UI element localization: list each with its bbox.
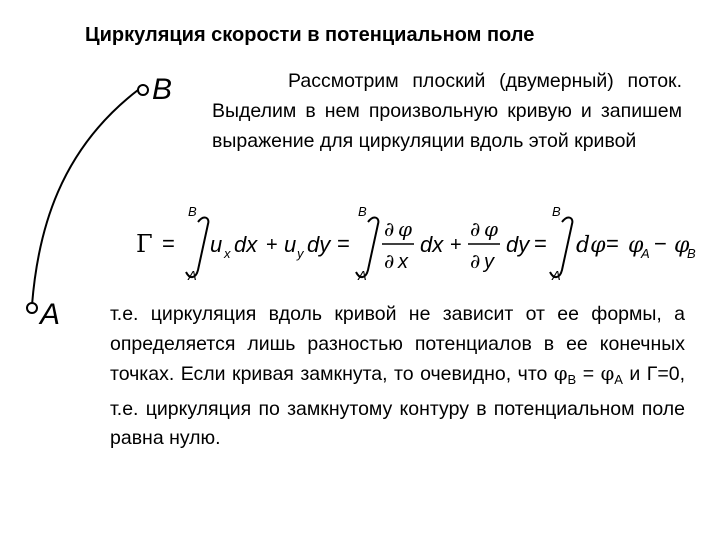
- equals-sign: =: [576, 363, 601, 385]
- fraction-1-num-phi: φ: [398, 217, 413, 241]
- point-b-marker: [138, 85, 148, 95]
- integral-3-lower: A: [552, 268, 561, 283]
- formula-plus-2: +: [450, 234, 462, 256]
- formula-dx-2: dx: [420, 232, 444, 257]
- phi-b-symbol: φ: [553, 362, 568, 385]
- formula-dx-1: dx: [234, 232, 258, 257]
- slide-title: Циркуляция скорости в потенциальном поле: [85, 24, 535, 46]
- formula-ux: u: [210, 232, 223, 257]
- formula-equals-1: =: [162, 231, 175, 256]
- fraction-2-den-partial: ∂: [470, 249, 481, 273]
- fraction-2-den-y: y: [484, 251, 494, 273]
- conclusion-text: [110, 300, 685, 454]
- formula-equals-4: =: [606, 231, 619, 256]
- formula-phi-b: φ: [674, 233, 690, 258]
- formula-ux-sub: x: [224, 246, 231, 261]
- formula-plus-1: +: [266, 234, 278, 256]
- point-b-label: B: [152, 73, 173, 106]
- integral-3-upper: B: [552, 204, 561, 219]
- conclusion-paragraph: [110, 300, 685, 454]
- formula-dphi: dφ: [576, 233, 606, 258]
- formula-equals-2: =: [337, 231, 350, 256]
- formula-gamma: Γ: [136, 230, 153, 258]
- fraction-1-num-partial: ∂: [384, 217, 395, 241]
- formula-dy-2: dy: [506, 232, 530, 257]
- formula-minus: −: [654, 231, 667, 256]
- conclusion-part-2: и Г=0, т.е. циркуляция по замкнутому контуру в потенциальном поле равна нулю.: [110, 363, 685, 449]
- formula-uy: u: [284, 232, 297, 257]
- curve-path: [32, 90, 138, 305]
- phi-a-symbol: φ: [600, 362, 615, 385]
- integral-2-lower: A: [358, 268, 367, 283]
- formula-phi-a: φ: [628, 233, 644, 258]
- fraction-2-num-phi: φ: [484, 217, 499, 241]
- formula-dy-1: dy: [307, 232, 331, 257]
- circulation-formula: [132, 200, 712, 290]
- formula-uy-sub: y: [297, 246, 304, 261]
- formula-equals-3: =: [534, 231, 547, 256]
- fraction-1-den-partial: ∂: [384, 249, 395, 273]
- integral-1-upper: B: [188, 204, 197, 219]
- point-a-marker: [27, 303, 37, 313]
- phi-b-subscript: B: [567, 372, 577, 387]
- intro-paragraph: [212, 66, 682, 156]
- phi-a-subscript: A: [614, 372, 623, 387]
- formula-phi-a-sub: A: [641, 246, 650, 261]
- integral-1-lower: A: [188, 268, 197, 283]
- intro-text: Рассмотрим плоский (двумерный) поток. Выделим в нем произвольную кривую и запишем выражение для циркуляции вдоль этой кривой: [212, 70, 682, 152]
- fraction-2-num-partial: ∂: [470, 217, 481, 241]
- integral-2-upper: B: [358, 204, 367, 219]
- formula-phi-b-sub: B: [687, 246, 696, 261]
- conclusion-part-1: т.е. циркуляция вдоль кривой не зависит от ее формы, а определяется лишь разностью потенциалов в ее конечных точках. Если кривая замкнута, то очевидно, что: [110, 303, 685, 385]
- fraction-1-den-x: x: [398, 251, 408, 273]
- point-a-label: A: [40, 298, 61, 331]
